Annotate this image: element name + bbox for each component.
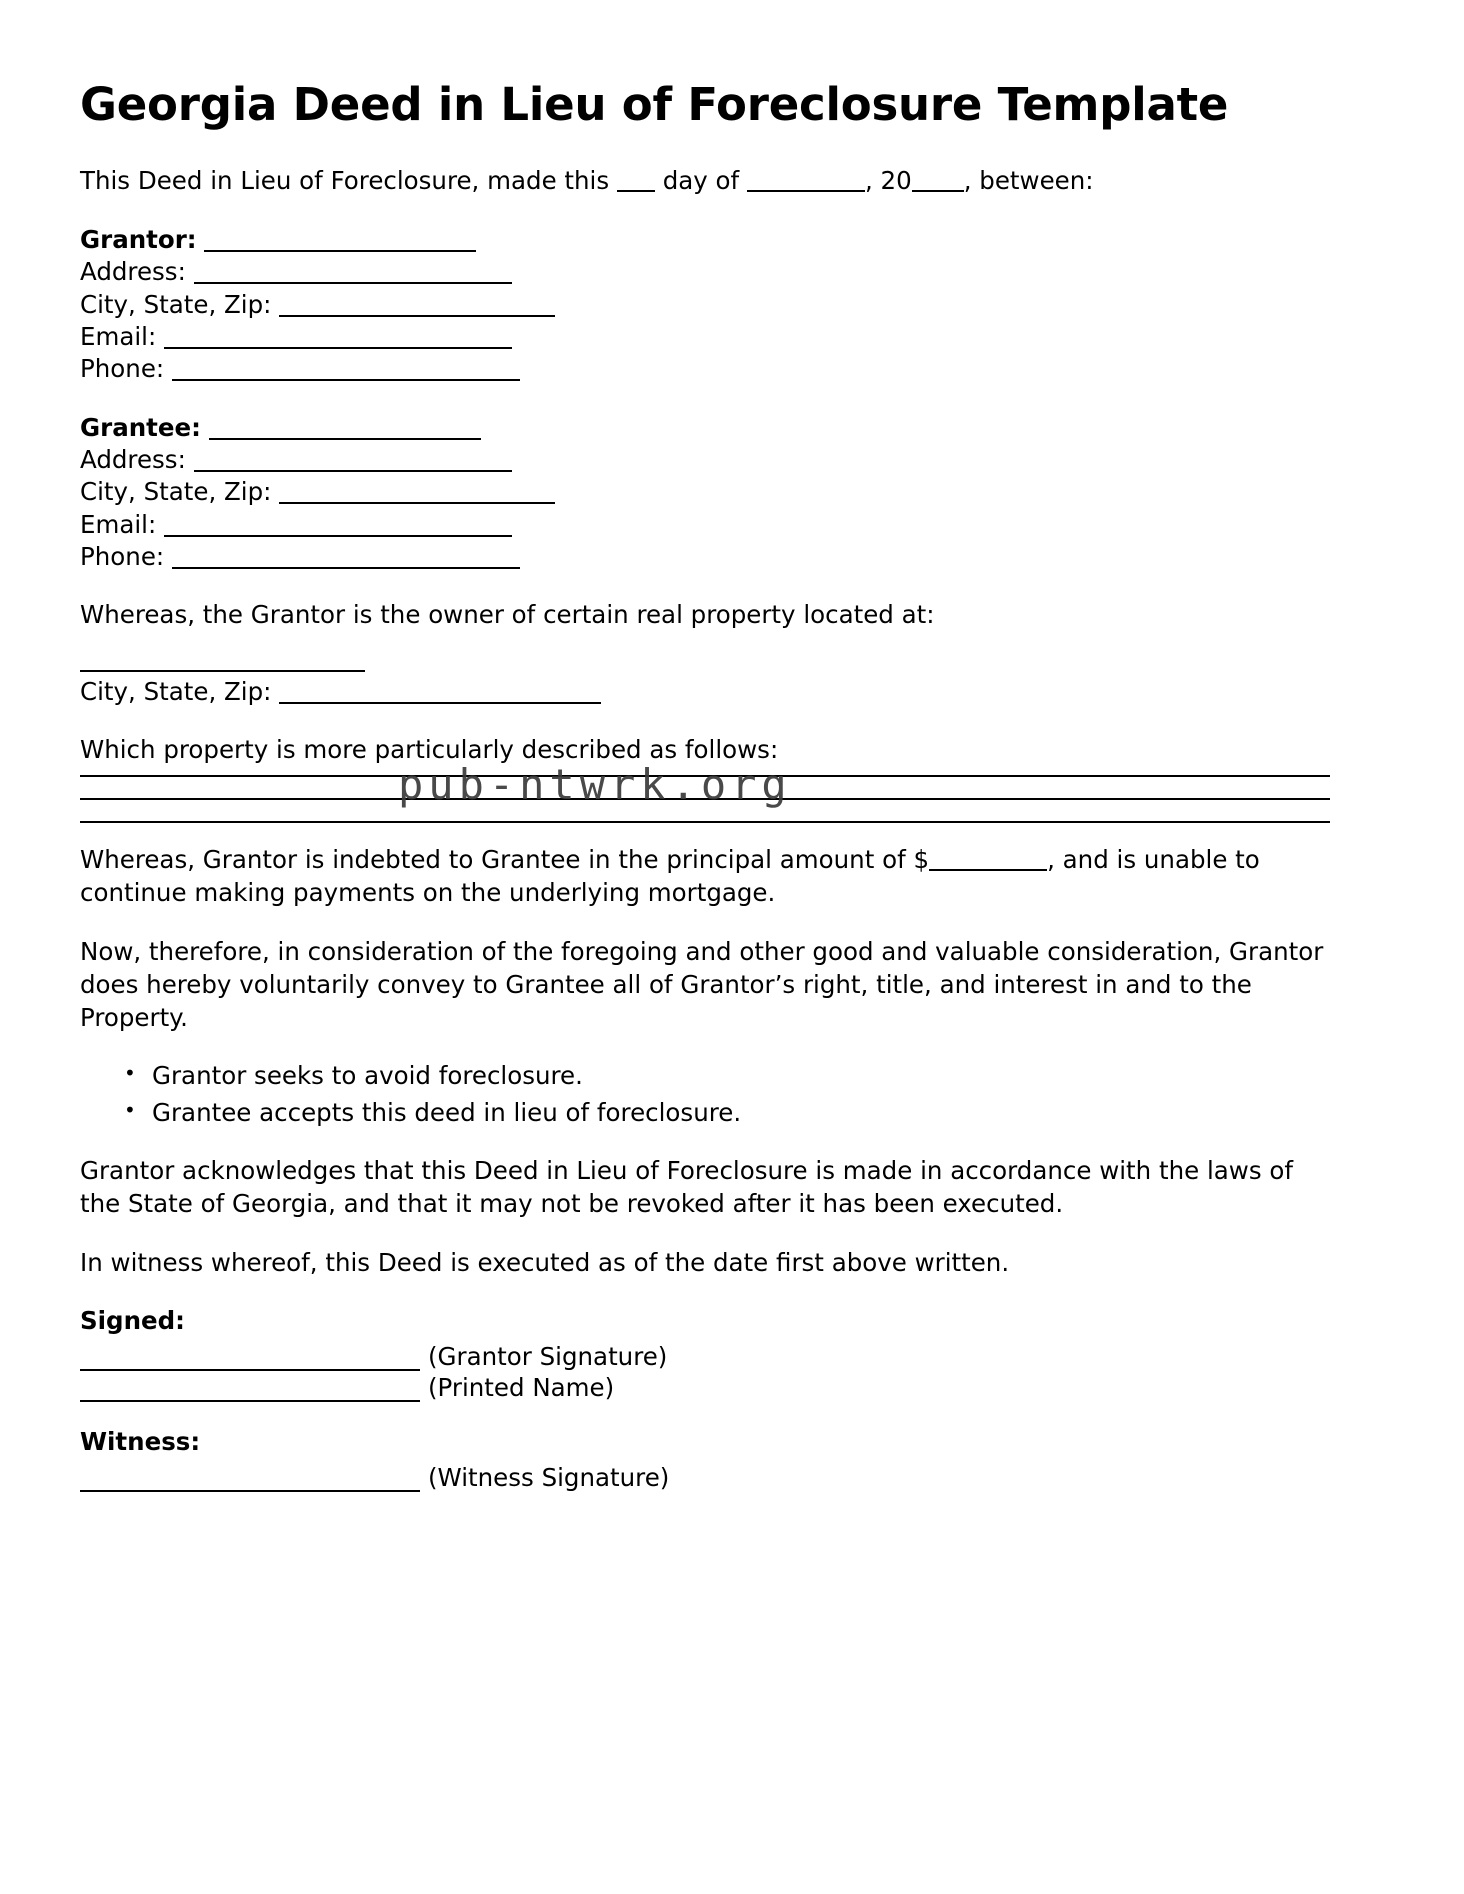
indebted-text-part1: Whereas, Grantor is indebted to Grantee in the principal amount of $ <box>80 845 930 875</box>
grantee-city-state-zip-label: City, State, Zip: <box>80 477 272 507</box>
signature-spacer <box>80 1405 1384 1427</box>
signed-heading: Signed: <box>80 1305 185 1335</box>
description-blank-line-2[interactable] <box>80 798 1330 800</box>
grantor-phone-field <box>80 353 1384 385</box>
watermark: pub-ntwrk.org <box>398 760 792 809</box>
grantor-address-field <box>80 256 1384 288</box>
witness-signature-blank[interactable] <box>80 1464 420 1492</box>
property-city-state-zip-blank[interactable] <box>279 702 601 704</box>
grantee-address-blank[interactable] <box>194 470 512 472</box>
printed-name-blank[interactable] <box>80 1374 420 1402</box>
property-owner-paragraph: Whereas, the Grantor is the owner of certain real property located at: <box>80 600 935 630</box>
description-blank-line-3[interactable] <box>80 821 1330 823</box>
intro-paragraph <box>80 165 1330 198</box>
conveyance-paragraph: Now, therefore, in consideration of the foregoing and other good and valuable consideration, Grantor does hereby voluntarily convey to Grantee all of Grantor’s right, title, and interest in and to the Property. <box>80 936 1324 1032</box>
indebted-amount-blank[interactable] <box>929 869 1047 871</box>
grantor-name-field <box>80 224 1384 256</box>
grantee-email-blank[interactable] <box>164 535 512 537</box>
grantor-block <box>80 224 1384 386</box>
grantee-city-state-zip-blank[interactable] <box>279 502 555 504</box>
indebted-text-part2: , and is unable to continue making payments on the underlying mortgage. <box>80 845 1260 908</box>
property-city-state-zip-field <box>80 676 1384 708</box>
grantee-heading: Grantee: <box>80 412 201 442</box>
grantor-phone-blank[interactable] <box>172 379 520 381</box>
property-description-blanks <box>80 775 1384 823</box>
grantor-email-field <box>80 321 1384 353</box>
grantee-name-blank[interactable] <box>209 438 481 440</box>
printed-name-label: (Printed Name) <box>428 1373 615 1403</box>
printed-name-row <box>80 1374 1384 1402</box>
intro-text-part2: day of <box>654 166 747 196</box>
intro-text-part1: This Deed in Lieu of Foreclosure, made this <box>80 166 617 196</box>
page-title: Georgia Deed in Lieu of Foreclosure Template <box>80 78 1229 131</box>
grantee-phone-blank[interactable] <box>172 567 520 569</box>
witness-whereof-paragraph: In witness whereof, this Deed is executed as of the date first above written. <box>80 1248 1010 1278</box>
grantor-city-state-zip-label: City, State, Zip: <box>80 289 272 319</box>
intro-day-blank[interactable] <box>617 190 655 192</box>
witness-signature-row <box>80 1464 1384 1492</box>
grantee-city-state-zip-field <box>80 476 1384 508</box>
witness-heading: Witness: <box>80 1426 201 1456</box>
grantee-email-field <box>80 509 1384 541</box>
grantee-address-label: Address: <box>80 444 186 474</box>
grantor-signature-label: (Grantor Signature) <box>428 1342 668 1372</box>
grantee-email-label: Email: <box>80 509 157 539</box>
grantor-phone-label: Phone: <box>80 354 165 384</box>
intro-year-blank[interactable] <box>912 190 964 192</box>
grantee-block <box>80 412 1384 574</box>
grantor-heading: Grantor: <box>80 224 197 254</box>
witness-signature-label: (Witness Signature) <box>428 1463 670 1493</box>
list-item: • Grantor seeks to avoid foreclosure. <box>152 1060 1384 1093</box>
grantor-name-blank[interactable] <box>204 250 476 252</box>
intro-month-blank[interactable] <box>747 190 865 192</box>
grantor-signature-row <box>80 1343 1384 1371</box>
property-city-state-zip-label: City, State, Zip: <box>80 677 272 707</box>
grantor-city-state-zip-field <box>80 289 1384 321</box>
grantee-phone-label: Phone: <box>80 541 165 571</box>
grantee-name-field <box>80 412 1384 444</box>
grantee-address-field <box>80 444 1384 476</box>
grantor-address-label: Address: <box>80 257 186 287</box>
grantor-signature-blank[interactable] <box>80 1343 420 1371</box>
grantor-email-label: Email: <box>80 321 157 351</box>
property-description-heading: Which property is more particularly described as follows: <box>80 735 779 765</box>
indebted-paragraph <box>80 844 1330 910</box>
grantor-email-blank[interactable] <box>164 347 512 349</box>
intro-text-part4: , between: <box>963 166 1094 196</box>
description-blank-line-1[interactable] <box>80 775 1330 777</box>
grantor-city-state-zip-blank[interactable] <box>279 315 555 317</box>
conveyance-bullet-list <box>80 1060 1384 1129</box>
intro-text-part3: , 20 <box>864 166 912 196</box>
acknowledgment-paragraph: Grantor acknowledges that this Deed in Lieu of Foreclosure is made in accordance with the laws of the State of Georgia, and that it may not be revoked after it has been executed. <box>80 1156 1293 1219</box>
grantee-phone-field <box>80 541 1384 573</box>
property-address-blank[interactable] <box>80 670 365 672</box>
grantor-address-blank[interactable] <box>194 282 512 284</box>
list-item: • Grantee accepts this deed in lieu of foreclosure. <box>152 1097 1384 1130</box>
